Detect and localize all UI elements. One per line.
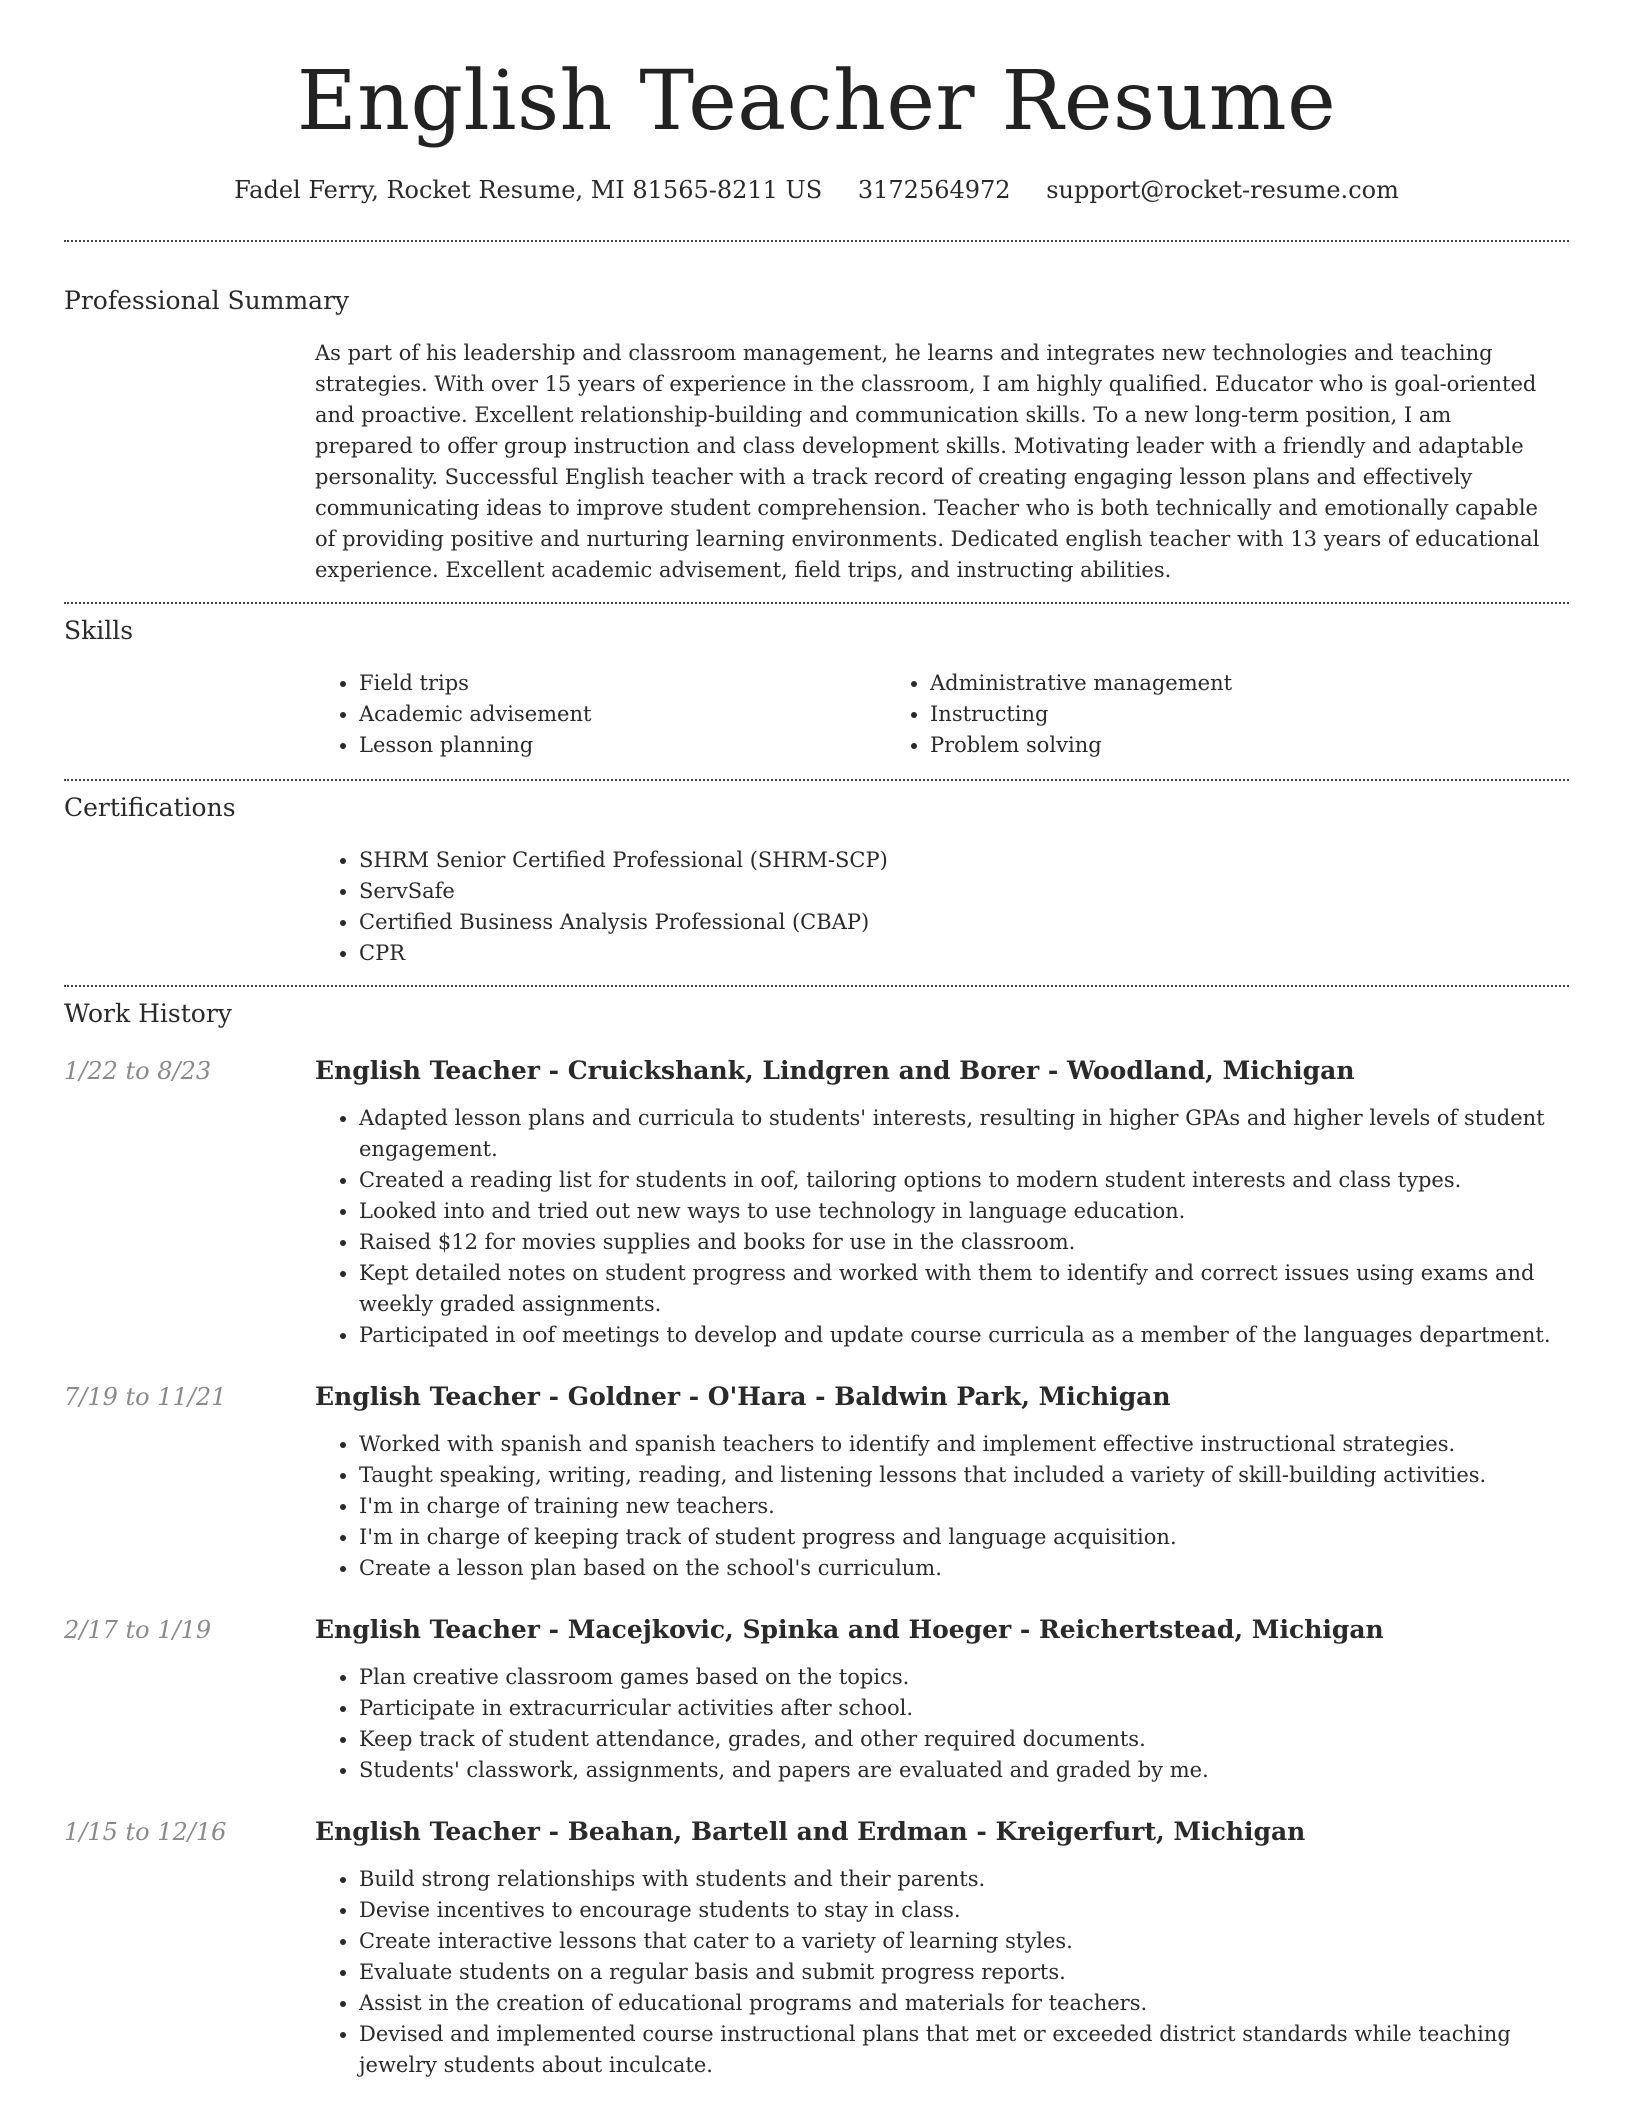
job-dates: 2/17 to 1/19 — [64, 1616, 212, 1644]
job-bullet: • Looked into and tried out new ways to use technology in language education. — [359, 1196, 1569, 1227]
certification-item: • ServSafe — [359, 876, 1569, 907]
resume-page — [64, 0, 1569, 2081]
skills-section — [64, 604, 1569, 761]
job-bullet: • Keep track of student attendance, grades, and other required documents. — [359, 1724, 1569, 1755]
skill-item: • Academic advisement — [359, 699, 886, 730]
certification-item: • SHRM Senior Certified Professional (SHRM-SCP) — [359, 845, 1569, 876]
job-bullet: • Evaluate students on a regular basis and submit progress reports. — [359, 1957, 1569, 1988]
summary-text: As part of his leadership and classroom management, he learns and integrates new technologies and teaching strategies. With over 15 years of experience in the classroom, I am highly qualified. Educator who is goal-oriented and proactive. Excellent relationship-building and communication skills. To a new long-term position, I am prepared to offer group instruction and class development skills. Motivating leader with a friendly and adaptable personality. Successful English teacher with a track record of creating engaging lesson plans and effectively communicating ideas to improve student comprehension. Teacher who is both technically and emotionally capable of providing positive and nurturing learning environments. Dedicated english teacher with 13 years of educational experience. Excellent academic advisement, field trips, and instructing abilities. — [315, 341, 1540, 582]
certification-item: • Certified Business Analysis Professional (CBAP) — [359, 907, 1569, 938]
job-bullet: • I'm in charge of training new teachers. — [359, 1491, 1569, 1522]
job-bullet: • Adapted lesson plans and curricula to students' interests, resulting in higher GPAs and higher levels of student engagement. — [359, 1103, 1569, 1165]
job-title: English Teacher - Cruickshank, Lindgren and Borer - Woodland, Michigan — [315, 1056, 1355, 1085]
contact-email: support@rocket-resume.com — [1046, 176, 1399, 204]
certifications-list — [315, 845, 1569, 969]
job-bullets — [315, 1864, 1569, 2081]
job-dates: 1/22 to 8/23 — [64, 1057, 212, 1085]
job-bullet: • Kept detailed notes on student progress and worked with them to identify and correct issues using exams and weekly graded assignments. — [359, 1258, 1569, 1320]
job-bullet: • Participated in oof meetings to develop and update course curricula as a member of the languages department. — [359, 1320, 1569, 1351]
certification-item: • CPR — [359, 938, 1569, 969]
job-title: English Teacher - Goldner - O'Hara - Baldwin Park, Michigan — [315, 1382, 1171, 1411]
summary-heading: Professional Summary — [64, 286, 350, 315]
job-bullet: • Devise incentives to encourage students to stay in class. — [359, 1895, 1569, 1926]
resume-title: English Teacher Resume — [296, 54, 1337, 149]
certifications-heading: Certifications — [64, 793, 236, 822]
job-bullet: • Participate in extracurricular activities after school. — [359, 1693, 1569, 1724]
job-title: English Teacher - Beahan, Bartell and Erdman - Kreigerfurt, Michigan — [315, 1817, 1306, 1846]
job-bullets — [315, 1103, 1569, 1351]
job-bullet: • Devised and implemented course instructional plans that met or exceeded district standards while teaching jewelry students about inculcate. — [359, 2019, 1569, 2081]
skill-item: • Instructing — [930, 699, 1457, 730]
job-entry — [64, 1614, 1569, 1786]
summary-section — [64, 242, 1569, 586]
job-bullet: • Build strong relationships with students and their parents. — [359, 1864, 1569, 1895]
job-entry — [64, 1816, 1569, 2081]
job-bullet: • Worked with spanish and spanish teachers to identify and implement effective instructional strategies. — [359, 1429, 1569, 1460]
skill-item: • Lesson planning — [359, 730, 886, 761]
work-history-heading: Work History — [64, 999, 232, 1028]
job-bullet: • Create interactive lessons that cater to a variety of learning styles. — [359, 1926, 1569, 1957]
job-bullet: • Assist in the creation of educational programs and materials for teachers. — [359, 1988, 1569, 2019]
job-dates: 1/15 to 12/16 — [64, 1818, 227, 1846]
work-history-section — [64, 987, 1569, 2081]
job-bullet: • Taught speaking, writing, reading, and listening lessons that included a variety of skill-building activities. — [359, 1460, 1569, 1491]
contact-address: Fadel Ferry, Rocket Resume, MI 81565-8211 US — [234, 176, 823, 204]
job-bullet: • Raised $12 for movies supplies and books for use in the classroom. — [359, 1227, 1569, 1258]
job-entry — [64, 1055, 1569, 1351]
job-bullets — [315, 1662, 1569, 1786]
skill-item: • Problem solving — [930, 730, 1457, 761]
job-title: English Teacher - Macejkovic, Spinka and Hoeger - Reichertstead, Michigan — [315, 1615, 1384, 1644]
contact-phone: 3172564972 — [857, 176, 1011, 204]
skill-item: • Administrative management — [930, 668, 1457, 699]
job-bullet: • Plan creative classroom games based on the topics. — [359, 1662, 1569, 1693]
skills-list-right — [886, 668, 1457, 761]
job-bullet: • I'm in charge of keeping track of student progress and language acquisition. — [359, 1522, 1569, 1553]
job-bullet: • Created a reading list for students in oof, tailoring options to modern student interests and class types. — [359, 1165, 1569, 1196]
job-entry — [64, 1381, 1569, 1584]
job-bullet: • Create a lesson plan based on the school's curriculum. — [359, 1553, 1569, 1584]
job-bullets — [315, 1429, 1569, 1584]
skills-list-left — [315, 668, 886, 761]
contact-line — [64, 174, 1569, 206]
certifications-section — [64, 781, 1569, 969]
skills-heading: Skills — [64, 616, 134, 645]
job-bullet: • Students' classwork, assignments, and papers are evaluated and graded by me. — [359, 1755, 1569, 1786]
job-dates: 7/19 to 11/21 — [64, 1383, 227, 1411]
skill-item: • Field trips — [359, 668, 886, 699]
